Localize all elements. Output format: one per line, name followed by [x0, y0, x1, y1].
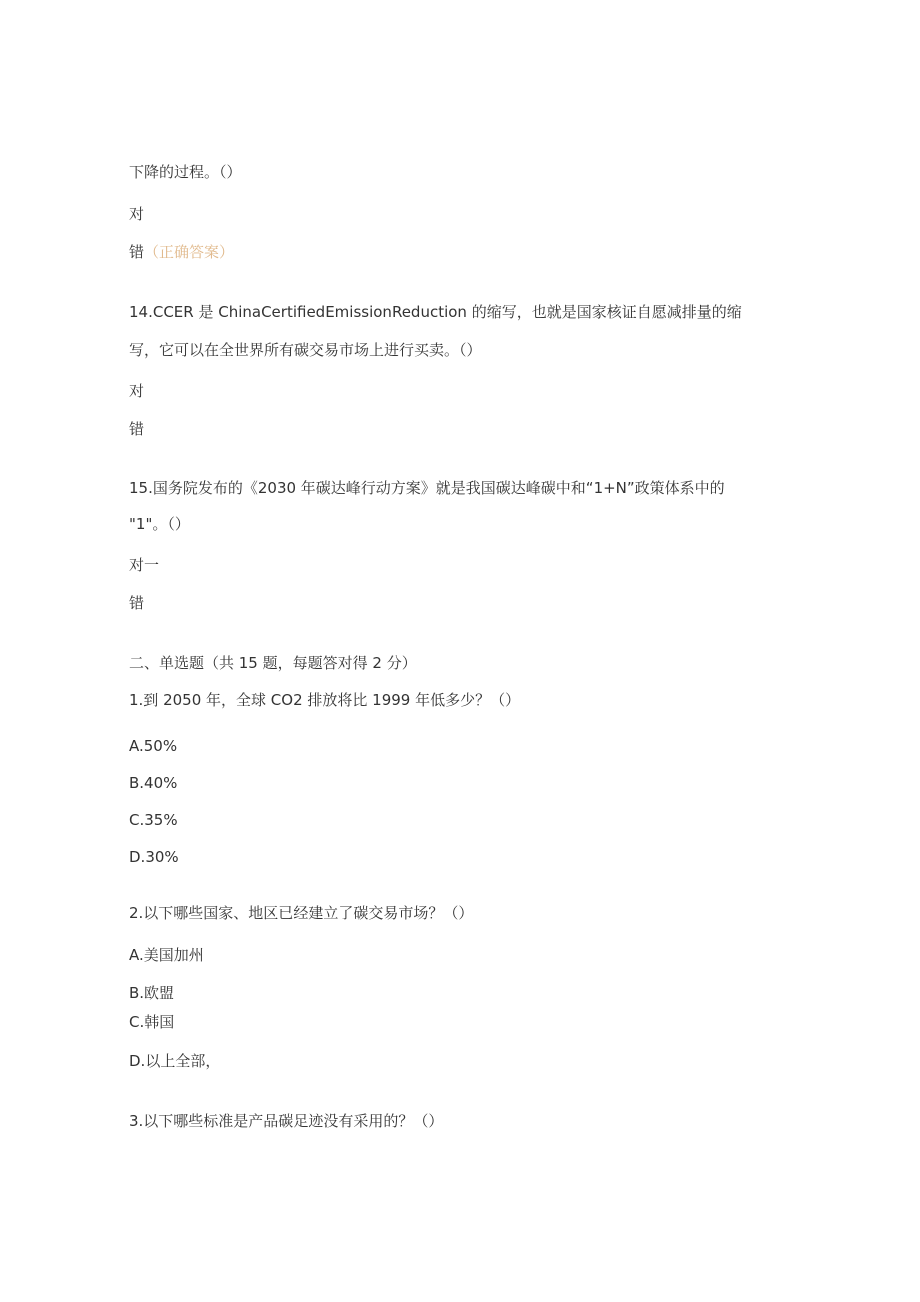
q14-text-line1: 14.CCER 是 ChinaCertifiedEmissionReduction 的缩写，也就是国家核证自愿减排量的缩	[129, 303, 742, 321]
s2-option-a: A.美国加州	[129, 946, 204, 964]
q15-text-line1: 15.国务院发布的《2030 年碳达峰行动方案》就是我国碳达峰碳中和“1+N”政策体系中的	[129, 479, 725, 497]
q15-option-true: 对一	[129, 556, 160, 574]
q14-text-line2: 写，它可以在全世界所有碳交易市场上进行买卖。（）	[129, 341, 482, 359]
q13-text: 下降的过程。（）	[129, 163, 242, 181]
q13-option-false	[129, 242, 234, 262]
section-heading: 二、单选题（共 15 题，每题答对得 2 分）	[129, 654, 417, 672]
s2-option-c: C.韩国	[129, 1013, 175, 1031]
s2-option-b: B.欧盟	[129, 984, 175, 1002]
s3-question: 3.以下哪些标准是产品碳足迹没有采用的？（）	[129, 1112, 444, 1130]
correct-answer-mark: （正确答案）	[144, 243, 235, 261]
s2-question: 2.以下哪些国家、地区已经建立了碳交易市场？（）	[129, 904, 474, 922]
s1-option-a: A.50%	[129, 737, 178, 755]
q15-option-false: 错	[129, 594, 145, 612]
q14-option-true: 对	[129, 382, 145, 400]
q13-option-true: 对	[129, 205, 145, 223]
q14-option-false: 错	[129, 420, 145, 438]
s1-option-c: C.35%	[129, 811, 178, 829]
q13-option-false-label: 错	[129, 243, 145, 261]
s1-question: 1.到 2050 年，全球 CO2 排放将比 1999 年低多少？（）	[129, 691, 521, 709]
s1-option-d: D.30%	[129, 848, 179, 866]
q15-text-line2: "1"。（）	[129, 515, 190, 533]
s1-option-b: B.40%	[129, 774, 178, 792]
s2-option-d: D.以上全部，	[129, 1052, 221, 1070]
